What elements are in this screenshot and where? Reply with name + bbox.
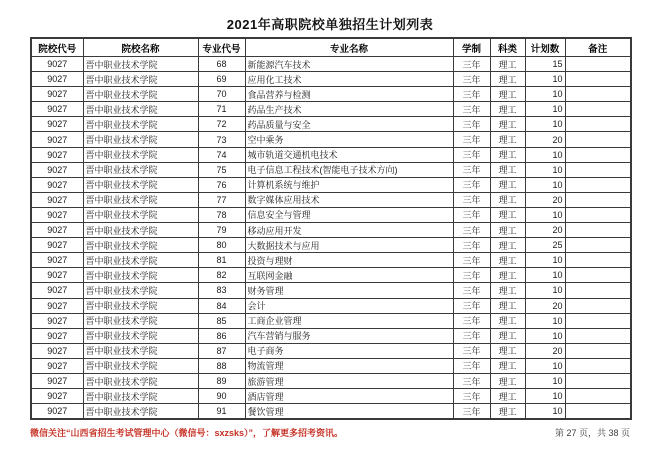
col-header-college-name: 院校名称 <box>83 38 198 57</box>
table-cell: 10 <box>525 162 565 177</box>
table-cell: 晋中职业技术学院 <box>83 177 198 192</box>
table-cell: 理工 <box>490 268 525 283</box>
table-cell: 三年 <box>453 132 490 147</box>
table-cell: 理工 <box>490 389 525 404</box>
table-cell: 理工 <box>490 343 525 358</box>
table-cell: 理工 <box>490 328 525 343</box>
table-cell: 20 <box>525 192 565 207</box>
table-cell: 晋中职业技术学院 <box>83 192 198 207</box>
table-cell: 药品生产技术 <box>245 102 453 117</box>
table-cell: 15 <box>525 57 565 72</box>
table-cell: 三年 <box>453 207 490 222</box>
table-cell: 晋中职业技术学院 <box>83 57 198 72</box>
table-cell: 10 <box>525 177 565 192</box>
table-cell: 9027 <box>31 358 83 373</box>
table-cell: 三年 <box>453 253 490 268</box>
table-cell: 三年 <box>453 358 490 373</box>
table-row <box>31 238 631 253</box>
table-cell <box>565 207 631 222</box>
table-cell: 理工 <box>490 132 525 147</box>
table-cell: 电子信息工程技术(智能电子技术方向) <box>245 162 453 177</box>
table-cell: 9027 <box>31 223 83 238</box>
table-cell: 三年 <box>453 283 490 298</box>
table-cell: 晋中职业技术学院 <box>83 373 198 388</box>
table-cell: 应用化工技术 <box>245 72 453 87</box>
table-cell: 晋中职业技术学院 <box>83 358 198 373</box>
col-header-plan-count: 计划数 <box>525 38 565 57</box>
table-cell: 9027 <box>31 328 83 343</box>
table-row <box>31 147 631 162</box>
table-cell: 9027 <box>31 253 83 268</box>
table-cell: 89 <box>198 373 245 388</box>
table-cell: 餐饮管理 <box>245 404 453 420</box>
table-cell: 10 <box>525 389 565 404</box>
table-cell: 10 <box>525 358 565 373</box>
table-cell: 20 <box>525 223 565 238</box>
table-cell <box>565 162 631 177</box>
table-cell <box>565 298 631 313</box>
table-cell: 72 <box>198 117 245 132</box>
table-row <box>31 283 631 298</box>
table-cell: 晋中职业技术学院 <box>83 207 198 222</box>
table-cell: 73 <box>198 132 245 147</box>
table-row <box>31 177 631 192</box>
col-header-major-code: 专业代号 <box>198 38 245 57</box>
table-cell: 74 <box>198 147 245 162</box>
table-cell: 9027 <box>31 404 83 420</box>
table-row <box>31 72 631 87</box>
table-cell: 新能源汽车技术 <box>245 57 453 72</box>
table-cell: 理工 <box>490 87 525 102</box>
table-row <box>31 343 631 358</box>
table-cell: 理工 <box>490 358 525 373</box>
table-cell: 电子商务 <box>245 343 453 358</box>
table-cell: 10 <box>525 373 565 388</box>
table-cell: 77 <box>198 192 245 207</box>
table-cell <box>565 343 631 358</box>
table-cell: 三年 <box>453 147 490 162</box>
table-cell: 三年 <box>453 57 490 72</box>
footer <box>30 426 630 439</box>
table-cell: 70 <box>198 87 245 102</box>
table-cell: 9027 <box>31 162 83 177</box>
table-cell: 理工 <box>490 147 525 162</box>
table-cell: 三年 <box>453 117 490 132</box>
table-cell: 9027 <box>31 298 83 313</box>
table-cell: 晋中职业技术学院 <box>83 238 198 253</box>
table-cell: 9027 <box>31 343 83 358</box>
table-cell: 三年 <box>453 328 490 343</box>
table-cell: 83 <box>198 283 245 298</box>
table-cell: 9027 <box>31 389 83 404</box>
table-cell: 9027 <box>31 102 83 117</box>
table-cell: 三年 <box>453 72 490 87</box>
col-header-remarks: 备注 <box>565 38 631 57</box>
table-cell <box>565 223 631 238</box>
table-cell: 三年 <box>453 223 490 238</box>
table-row <box>31 132 631 147</box>
table-cell <box>565 283 631 298</box>
table-cell <box>565 147 631 162</box>
table-cell: 9027 <box>31 192 83 207</box>
table-row <box>31 162 631 177</box>
table-cell: 财务管理 <box>245 283 453 298</box>
table-cell: 物流管理 <box>245 358 453 373</box>
col-header-duration: 学制 <box>453 38 490 57</box>
table-row <box>31 373 631 388</box>
table-cell: 三年 <box>453 268 490 283</box>
table-cell: 90 <box>198 389 245 404</box>
table-cell: 82 <box>198 268 245 283</box>
table-cell: 汽车营销与服务 <box>245 328 453 343</box>
table-cell: 晋中职业技术学院 <box>83 343 198 358</box>
table-cell <box>565 358 631 373</box>
table-cell: 69 <box>198 72 245 87</box>
table-cell: 理工 <box>490 404 525 420</box>
table-cell <box>565 177 631 192</box>
table-row <box>31 87 631 102</box>
table-row <box>31 253 631 268</box>
table-cell: 晋中职业技术学院 <box>83 117 198 132</box>
table-cell: 移动应用开发 <box>245 223 453 238</box>
table-cell: 三年 <box>453 404 490 420</box>
table-cell: 晋中职业技术学院 <box>83 253 198 268</box>
table-cell: 晋中职业技术学院 <box>83 298 198 313</box>
table-cell: 9027 <box>31 177 83 192</box>
table-row <box>31 192 631 207</box>
table-cell: 79 <box>198 223 245 238</box>
table-cell <box>565 102 631 117</box>
table-cell: 理工 <box>490 207 525 222</box>
table-cell: 76 <box>198 177 245 192</box>
table-cell: 晋中职业技术学院 <box>83 328 198 343</box>
table-cell <box>565 313 631 328</box>
table-row <box>31 358 631 373</box>
table-cell: 91 <box>198 404 245 420</box>
table-row <box>31 117 631 132</box>
table-cell: 10 <box>525 207 565 222</box>
table-cell: 20 <box>525 298 565 313</box>
table-cell: 9027 <box>31 147 83 162</box>
col-header-category: 科类 <box>490 38 525 57</box>
table-cell: 晋中职业技术学院 <box>83 313 198 328</box>
table-cell: 理工 <box>490 283 525 298</box>
table-row <box>31 404 631 420</box>
table-cell <box>565 328 631 343</box>
table-cell: 81 <box>198 253 245 268</box>
table-cell: 10 <box>525 72 565 87</box>
table-cell: 75 <box>198 162 245 177</box>
table-cell: 晋中职业技术学院 <box>83 102 198 117</box>
table-cell: 晋中职业技术学院 <box>83 162 198 177</box>
table-cell: 理工 <box>490 373 525 388</box>
table-cell <box>565 389 631 404</box>
table-cell: 晋中职业技术学院 <box>83 72 198 87</box>
table-cell: 25 <box>525 238 565 253</box>
table-cell: 10 <box>525 268 565 283</box>
table-cell: 三年 <box>453 238 490 253</box>
table-cell: 10 <box>525 328 565 343</box>
table-cell: 三年 <box>453 162 490 177</box>
table-row <box>31 298 631 313</box>
table-row <box>31 268 631 283</box>
table-cell: 理工 <box>490 72 525 87</box>
table-cell: 信息安全与管理 <box>245 207 453 222</box>
table-cell: 9027 <box>31 72 83 87</box>
table-cell: 理工 <box>490 253 525 268</box>
table-cell: 晋中职业技术学院 <box>83 223 198 238</box>
table-cell: 10 <box>525 147 565 162</box>
table-cell: 9027 <box>31 373 83 388</box>
table-cell: 9027 <box>31 313 83 328</box>
table-cell: 9027 <box>31 238 83 253</box>
table-cell <box>565 192 631 207</box>
table-cell: 药品质量与安全 <box>245 117 453 132</box>
table-header <box>31 38 631 57</box>
table-cell: 20 <box>525 343 565 358</box>
table-cell: 80 <box>198 238 245 253</box>
table-row <box>31 389 631 404</box>
table-cell: 9027 <box>31 268 83 283</box>
table-cell: 三年 <box>453 192 490 207</box>
table-cell: 10 <box>525 253 565 268</box>
table-row <box>31 207 631 222</box>
table-cell: 酒店管理 <box>245 389 453 404</box>
table-cell: 理工 <box>490 223 525 238</box>
table-cell: 85 <box>198 313 245 328</box>
table-cell: 三年 <box>453 177 490 192</box>
col-header-college-code: 院校代号 <box>31 38 83 57</box>
enrollment-plan-table <box>30 37 632 420</box>
table-cell: 晋中职业技术学院 <box>83 283 198 298</box>
table-cell <box>565 87 631 102</box>
table-cell: 理工 <box>490 177 525 192</box>
table-cell: 三年 <box>453 373 490 388</box>
table-cell: 理工 <box>490 102 525 117</box>
table-cell: 88 <box>198 358 245 373</box>
table-cell: 工商企业管理 <box>245 313 453 328</box>
table-cell <box>565 404 631 420</box>
table-cell: 理工 <box>490 192 525 207</box>
table-cell: 三年 <box>453 102 490 117</box>
table-cell: 三年 <box>453 87 490 102</box>
table-cell: 理工 <box>490 313 525 328</box>
table-cell: 晋中职业技术学院 <box>83 147 198 162</box>
table-cell: 城市轨道交通机电技术 <box>245 147 453 162</box>
table-cell <box>565 72 631 87</box>
table-cell: 71 <box>198 102 245 117</box>
table-cell: 86 <box>198 328 245 343</box>
table-cell: 理工 <box>490 238 525 253</box>
table-cell <box>565 373 631 388</box>
table-cell: 9027 <box>31 132 83 147</box>
table-cell: 10 <box>525 87 565 102</box>
table-cell: 9027 <box>31 57 83 72</box>
table-cell: 10 <box>525 283 565 298</box>
table-cell: 68 <box>198 57 245 72</box>
table-cell <box>565 253 631 268</box>
table-row <box>31 57 631 72</box>
table-cell <box>565 268 631 283</box>
wechat-notice-text: 微信关注“山西省招生考试管理中心（微信号：sxzsks）”，了解更多招考资讯。 <box>30 428 344 438</box>
table-cell: 晋中职业技术学院 <box>83 404 198 420</box>
table-cell: 计算机系统与维护 <box>245 177 453 192</box>
table-cell: 9027 <box>31 117 83 132</box>
table-cell: 9027 <box>31 87 83 102</box>
table-row <box>31 223 631 238</box>
table-row <box>31 102 631 117</box>
table-cell <box>565 132 631 147</box>
table-cell: 9027 <box>31 283 83 298</box>
header-row <box>31 38 631 57</box>
table-cell: 旅游管理 <box>245 373 453 388</box>
table-cell: 会计 <box>245 298 453 313</box>
table-cell: 数字媒体应用技术 <box>245 192 453 207</box>
table-cell: 三年 <box>453 343 490 358</box>
table-cell <box>565 238 631 253</box>
table-cell: 10 <box>525 102 565 117</box>
table-cell: 20 <box>525 132 565 147</box>
table-cell: 9027 <box>31 207 83 222</box>
table-cell <box>565 57 631 72</box>
table-cell: 78 <box>198 207 245 222</box>
table-cell: 投资与理财 <box>245 253 453 268</box>
col-header-major-name: 专业名称 <box>245 38 453 57</box>
table-cell: 理工 <box>490 298 525 313</box>
table-cell: 10 <box>525 404 565 420</box>
table-cell: 10 <box>525 313 565 328</box>
table-cell: 84 <box>198 298 245 313</box>
table-row <box>31 313 631 328</box>
table-cell: 理工 <box>490 162 525 177</box>
table-cell: 互联网金融 <box>245 268 453 283</box>
table-cell: 10 <box>525 117 565 132</box>
page-number-indicator: 第 27 页，共 38 页 <box>554 428 630 438</box>
page-title: 2021年高职院校单独招生计划列表 <box>226 17 434 32</box>
table-cell: 晋中职业技术学院 <box>83 132 198 147</box>
table-cell: 三年 <box>453 313 490 328</box>
table-cell: 晋中职业技术学院 <box>83 268 198 283</box>
table-cell: 三年 <box>453 389 490 404</box>
table-cell: 理工 <box>490 57 525 72</box>
table-cell: 晋中职业技术学院 <box>83 87 198 102</box>
table-cell: 食品营养与检测 <box>245 87 453 102</box>
table-row <box>31 328 631 343</box>
table-cell: 晋中职业技术学院 <box>83 389 198 404</box>
table-cell: 空中乘务 <box>245 132 453 147</box>
table-body <box>31 57 631 420</box>
table-cell <box>565 117 631 132</box>
table-cell: 87 <box>198 343 245 358</box>
table-cell: 大数据技术与应用 <box>245 238 453 253</box>
table-cell: 理工 <box>490 117 525 132</box>
table-cell: 三年 <box>453 298 490 313</box>
